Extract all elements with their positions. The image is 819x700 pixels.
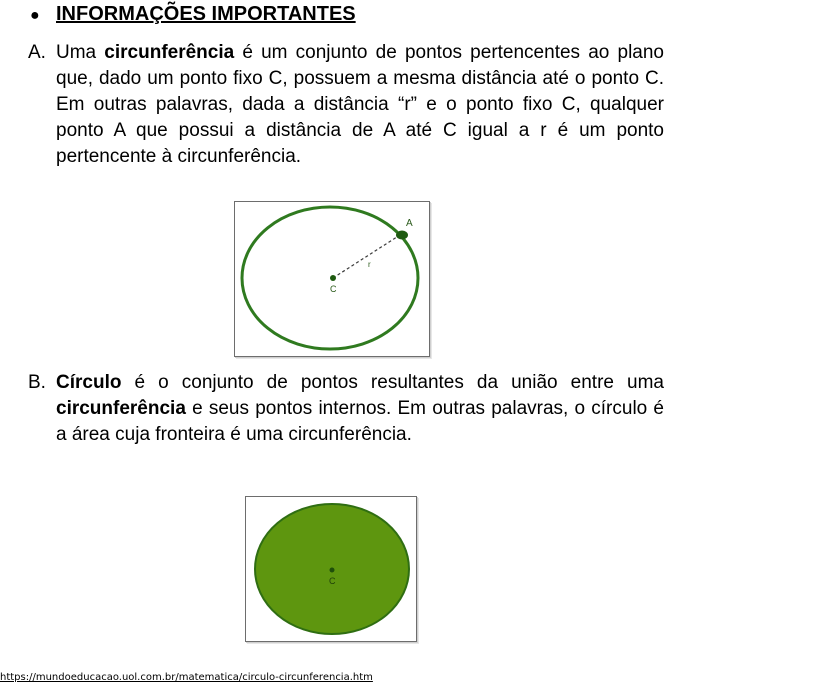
item-b-marker: B. (28, 372, 46, 393)
item-a-text (56, 40, 664, 170)
heading-title: INFORMAÇÕES IMPORTANTES (56, 3, 356, 25)
label-r: r (368, 260, 371, 269)
item-b-term1: Círculo (56, 372, 122, 393)
circle-center-point (330, 568, 335, 573)
item-a-text-after: é um conjunto de pontos pertencentes ao plano que, dado um ponto fixo C, possuem a mesma distância até o ponto C. Em outras palavras, dada a distância “r” e o ponto fixo C, qualquer ponto A que possui a distância de A até C igual a r é um ponto pertencente à circunferência. (56, 42, 664, 167)
item-b-text (56, 370, 664, 448)
circumference-diagram (235, 202, 429, 356)
item-a (28, 40, 664, 170)
circumference-figure (234, 201, 430, 357)
item-a-text-before: Uma (56, 42, 105, 63)
item-b-text-after: e seus pontos internos. Em outras palavras, o círculo é a área cuja fronteira é uma circunferência. (56, 398, 664, 445)
item-a-term: circunferência (104, 42, 235, 63)
bullet-icon: ● (30, 7, 40, 24)
item-b-term2: circunferência (56, 398, 186, 419)
section-heading (30, 2, 356, 28)
source-link[interactable]: https://mundoeducacao.uol.com.br/matematica/circulo-circunferencia.htm (0, 672, 373, 683)
circle-diagram (246, 497, 416, 641)
circle-label-c: C (329, 576, 336, 586)
radius-line (333, 235, 400, 278)
label-a: A (406, 218, 413, 229)
item-b-text-mid: é o conjunto de pontos resultantes da união entre uma (121, 372, 664, 393)
item-a-marker: A. (28, 42, 46, 63)
label-c: C (330, 284, 337, 294)
center-point-c (330, 275, 336, 281)
circle-figure (245, 496, 417, 642)
point-a (396, 231, 408, 240)
item-b (28, 370, 664, 448)
